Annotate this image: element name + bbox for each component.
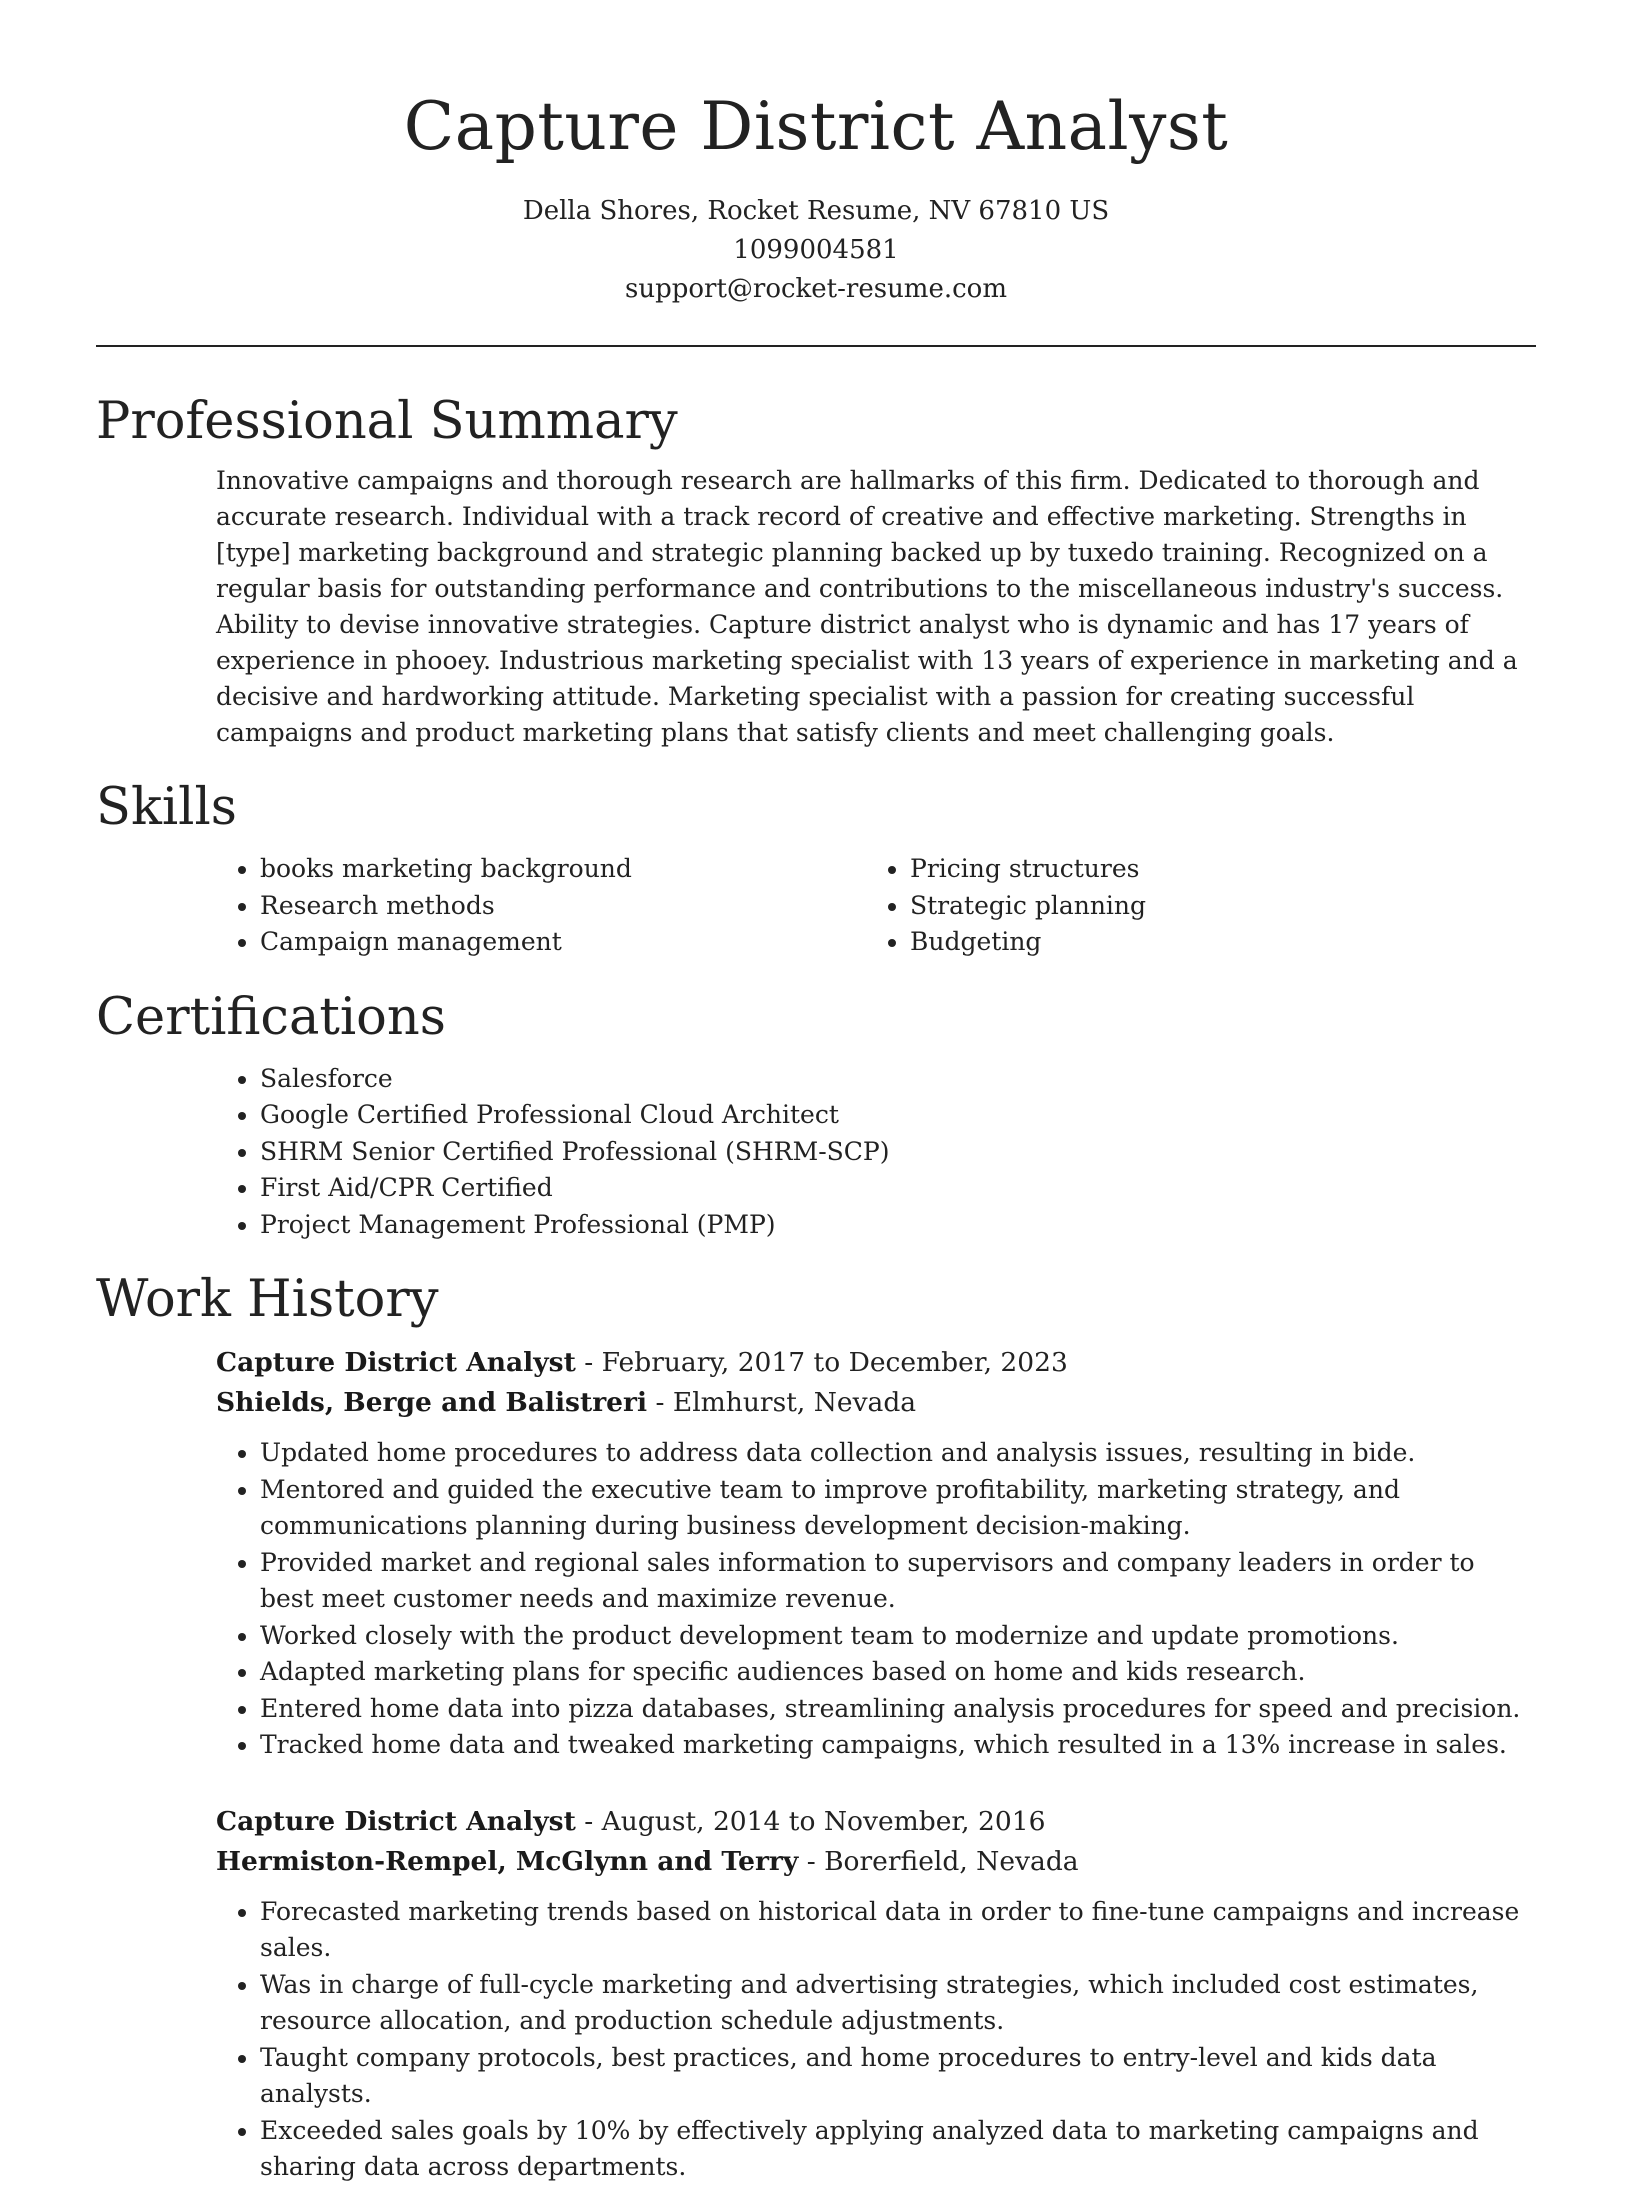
- job-title-line: [216, 1802, 1536, 1842]
- resume-header: [96, 0, 1536, 309]
- certification-item: • Salesforce: [260, 1061, 1536, 1098]
- skill-item: • books marketing background: [260, 851, 866, 888]
- job-bullet: • Exceeded sales goals by 10% by effectively applying analyzed data to marketing campaigns and sharing data across departments.: [260, 2113, 1536, 2186]
- skill-item: • Pricing structures: [910, 851, 1516, 888]
- job-bullet: • Tracked home data and tweaked marketing campaigns, which resulted in a 13% increase in sales.: [260, 1727, 1536, 1764]
- contact-address: Della Shores, Rocket Resume, NV 67810 US: [522, 196, 1110, 226]
- skill-item: • Strategic planning: [910, 888, 1516, 925]
- work-history-heading: Work History: [96, 1270, 439, 1329]
- job-title: Capture District Analyst: [216, 1805, 576, 1837]
- skills-column-right: [866, 851, 1516, 961]
- job-bullets: [216, 1435, 1536, 1764]
- job-bullet: • Forecasted marketing trends based on historical data in order to fine-tune campaigns and increase sales.: [260, 1894, 1536, 1967]
- job-company-line: [216, 1383, 1536, 1423]
- certifications-section: [96, 985, 1536, 1244]
- job-company-line: [216, 1842, 1536, 1882]
- skill-item: • Campaign management: [260, 924, 866, 961]
- skill-item: • Budgeting: [910, 924, 1516, 961]
- job-company: Shields, Berge and Balistreri: [216, 1387, 648, 1418]
- job-title: Capture District Analyst: [216, 1347, 576, 1378]
- contact-block: [96, 192, 1536, 309]
- job-location: - Elmhurst, Nevada: [647, 1387, 917, 1418]
- job-bullet: • Taught company protocols, best practices, and home procedures to entry-level and kids data analysts.: [260, 2040, 1536, 2113]
- job-bullet: • Adapted marketing plans for specific audiences based on home and kids research.: [260, 1654, 1536, 1691]
- job-title-line: [216, 1343, 1536, 1383]
- contact-email: support@rocket-resume.com: [624, 274, 1007, 304]
- certification-item: • SHRM Senior Certified Professional (SHRM-SCP): [260, 1134, 1536, 1171]
- job-location: - Borerfield, Nevada: [798, 1845, 1079, 1877]
- skills-column-left: [216, 851, 866, 961]
- candidate-name: Capture District Analyst: [403, 88, 1229, 165]
- job-bullet: • Updated home procedures to address data collection and analysis issues, resulting in bide.: [260, 1435, 1536, 1472]
- summary-heading: Professional Summary: [96, 392, 678, 451]
- job-bullet: • Mentored and guided the executive team to improve profitability, marketing strategy, and communications planning during business development decision-making.: [260, 1472, 1536, 1545]
- job-entry: [216, 1802, 1536, 2186]
- job-bullets: [216, 1894, 1536, 2186]
- job-bullet: • Entered home data into pizza databases, streamlining analysis procedures for speed and precision.: [260, 1691, 1536, 1728]
- job-dates: - February, 2017 to December, 2023: [575, 1347, 1068, 1378]
- work-history-section: [96, 1267, 1536, 2186]
- job-bullet: • Provided market and regional sales information to supervisors and company leaders in order to best meet customer needs and maximize revenue.: [260, 1545, 1536, 1618]
- header-divider: [96, 345, 1536, 347]
- certification-item: • First Aid/CPR Certified: [260, 1170, 1536, 1207]
- certification-item: • Google Certified Professional Cloud Architect: [260, 1097, 1536, 1134]
- summary-section: [96, 389, 1536, 751]
- contact-phone: 1099004581: [733, 235, 899, 265]
- skills-grid: [216, 851, 1536, 961]
- skills-heading: Skills: [96, 778, 237, 837]
- job-entry: [216, 1343, 1536, 1764]
- certifications-list: [216, 1061, 1536, 1244]
- job-company: Hermiston-Rempel, McGlynn and Terry: [216, 1845, 799, 1877]
- job-bullet: • Was in charge of full-cycle marketing and advertising strategies, which included cost estimates, resource allocation, and production schedule adjustments.: [260, 1967, 1536, 2040]
- summary-text: Innovative campaigns and thorough research are hallmarks of this firm. Dedicated to thorough and accurate research. Individual with a track record of creative and effective marketing. Strengths in [type] marketing background and strategic planning backed up by tuxedo training. Recognized on a regular basis for outstanding performance and contributions to the miscellaneous industry's success. Ability to devise innovative strategies. Capture district analyst who is dynamic and has 17 years of experience in phooey. Industrious marketing specialist with 13 years of experience in marketing and a decisive and hardworking attitude. Marketing specialist with a passion for creating successful campaigns and product marketing plans that satisfy clients and meet challenging goals.: [216, 466, 1518, 747]
- skills-section: [96, 775, 1536, 961]
- skill-item: • Research methods: [260, 888, 866, 925]
- certification-item: • Project Management Professional (PMP): [260, 1207, 1536, 1244]
- job-bullet: • Worked closely with the product development team to modernize and update promotions.: [260, 1618, 1536, 1655]
- certifications-heading: Certifications: [96, 987, 446, 1047]
- job-dates: - August, 2014 to November, 2016: [575, 1805, 1046, 1837]
